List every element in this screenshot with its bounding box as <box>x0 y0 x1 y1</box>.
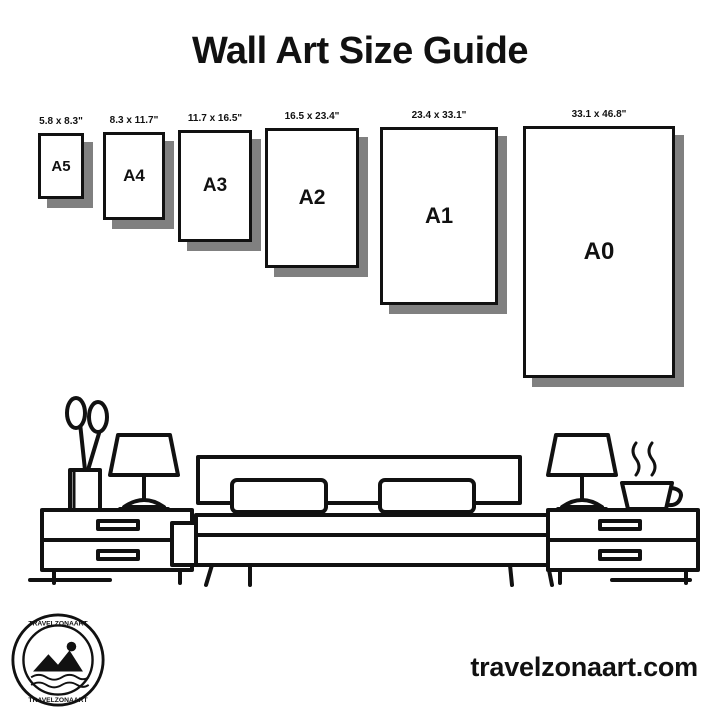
frame-dimensions-label: 23.4 x 33.1" <box>411 110 467 121</box>
page-title: Wall Art Size Guide <box>191 30 529 72</box>
frame-box <box>38 133 84 199</box>
frame-item-a0[interactable] <box>523 109 675 378</box>
frame-name-label: A4 <box>123 166 145 185</box>
frame-name-label: A0 <box>583 238 615 265</box>
frame-dimensions-label: 5.8 x 8.3" <box>39 116 83 127</box>
frame-name-label: A1 <box>424 203 454 228</box>
logo-text-top: TRAVELZONAART <box>28 620 88 628</box>
frame-item-a4[interactable] <box>103 115 165 220</box>
travelzonaart-logo-icon[interactable] <box>10 612 106 708</box>
frame-box <box>178 130 252 242</box>
frame-dimensions-label: 33.1 x 46.8" <box>571 109 627 120</box>
frame-name-label: A3 <box>202 175 228 196</box>
frame-dimensions-label: 11.7 x 16.5" <box>187 113 243 124</box>
frame-size-chart <box>0 110 720 400</box>
frame-name-label: A2 <box>298 186 326 209</box>
frame-item-a3[interactable] <box>178 113 252 242</box>
left-table-lamp <box>110 435 178 509</box>
footer <box>0 600 720 720</box>
bed <box>172 457 586 585</box>
frame-dimensions-label: 8.3 x 11.7" <box>109 115 159 126</box>
frame-item-a1[interactable] <box>380 110 498 305</box>
frame-box <box>523 126 675 378</box>
frame-item-a5[interactable] <box>38 116 84 199</box>
frame-name-label: A5 <box>51 157 71 175</box>
frame-item-a2[interactable] <box>265 111 359 268</box>
frame-box <box>380 127 498 305</box>
frame-box <box>103 132 165 220</box>
left-nightstand <box>42 510 192 583</box>
frame-box <box>265 128 359 268</box>
right-nightstand <box>548 510 698 583</box>
bedroom-illustration <box>0 375 720 605</box>
coffee-cup-decor <box>622 443 681 509</box>
right-table-lamp <box>548 435 616 509</box>
logo-text-bottom: TRAVELZONAART <box>28 697 88 705</box>
flower-vase-decor <box>67 398 107 510</box>
frame-dimensions-label: 16.5 x 23.4" <box>284 111 340 122</box>
website-url[interactable]: travelzonaart.com <box>470 652 698 682</box>
